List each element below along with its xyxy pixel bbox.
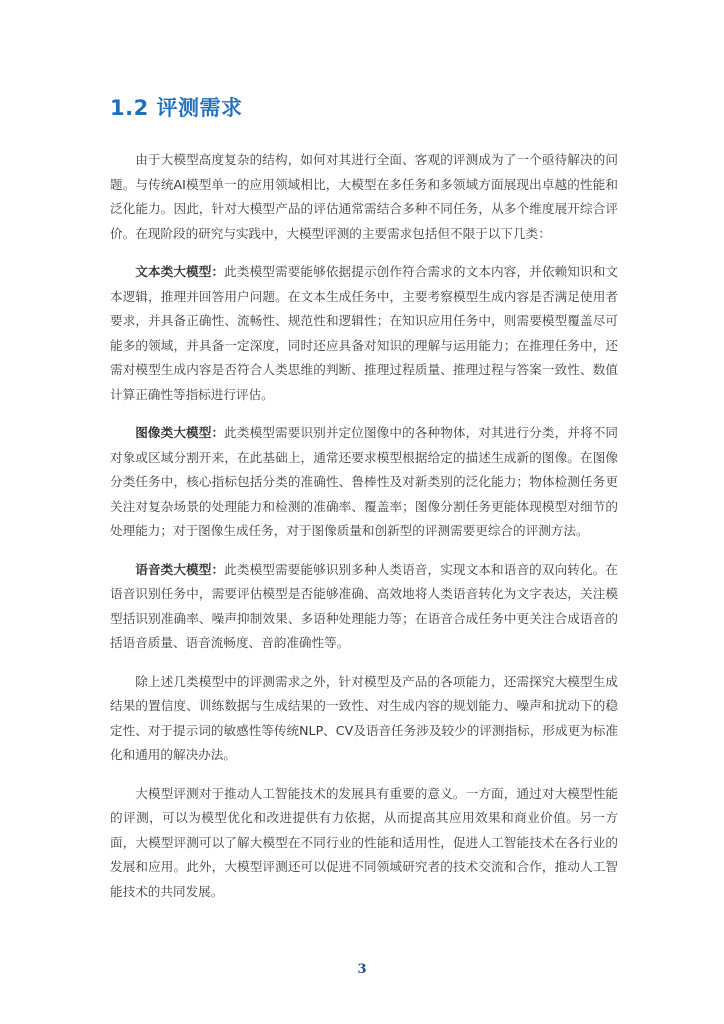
paragraph-text: 大模型评测对于推动人工智能技术的发展具有重要的意义。一方面，通过对大模型性能的评测，可以为模型优化和改进提供有力依据，从而提高其应用效果和商业价值。另一方面，大模型评测可以了解大模型在不同行业的性能和适用性，促进人工智能技术在各行业的发展和应用。此外，大模型评测还可以促进不同领域研究者的技术交流和合作，推动人工智能技术的共同发展。 [110,785,618,899]
paragraph-speech-models [110,558,618,656]
paragraph-lead: 图像类大模型： [135,425,225,440]
paragraph-text: 由于大模型高度复杂的结构，如何对其进行全面、客观的评测成为了一个亟待解决的问题。与传统AI模型单一的应用领域相比，大模型在多任务和多领域方面展现出卓越的性能和泛化能力。因此，针对大模型产品的评估通常需结合多种不同任务，从多个维度展开综合评价。在现阶段的研究与实践中，大模型评测的主要需求包括但不限于以下几类： [110,152,618,241]
paragraph-text: 此类模型需要能够依据提示创作符合需求的文本内容，并依赖知识和文本逻辑，推理并回答用户问题。在文本生成任务中，主要考察模型生成内容是否满足使用者要求，并具备正确性、流畅性、规范性和逻辑性；在知识应用任务中，则需要模型覆盖尽可能多的领域，并具备一定深度，同时还应具备对知识的理解与运用能力；在推理任务中，还需对模型生成内容是否符合人类思维的判断、推理过程质量、推理过程与答案一致性、数值计算正确性等指标进行评估。 [110,264,619,402]
page-number: 3 [357,962,367,977]
paragraph-image-models [110,421,618,544]
paragraph-significance [110,782,618,905]
paragraph-text: 此类模型需要能够识别多种人类语音，实现文本和语音的双向转化。在语音识别任务中，需要评估模型是否能够准确、高效地将人类语音转化为文字表达，关注模型括识别准确率、噪声抑制效果、多语种处理能力等；在语音合成任务中更关注合成语音的括语音质量、语音流畅度、音韵准确性等。 [110,561,619,650]
paragraph-other-needs [110,670,618,768]
body-text [110,148,618,918]
paragraph-text: 除上述几类模型中的评测需求之外，针对模型及产品的各项能力，还需探究大模型生成结果的置信度、训练数据与生成结果的一致性、对生成内容的规划能力、噪声和扰动下的稳定性、对于提示词的敏感性等传统NLP、CV及语音任务涉及较少的评测指标，形成更为标准化和通用的解决办法。 [110,673,618,762]
paragraph-text-models [110,260,618,407]
paragraph-intro [110,148,618,246]
paragraph-lead: 语音类大模型： [135,561,225,577]
paragraph-lead: 文本类大模型： [135,264,225,279]
paragraph-text: 此类模型需要识别并定位图像中的各种物体，对其进行分类，并将不同对象或区域分割开来，在此基础上，通常还要求模型根据给定的描述生成新的图像。在图像分类任务中，核心指标包括分类的准确性、鲁棒性及对新类别的泛化能力；物体检测任务更关注对复杂场景的处理能力和检测的准确率、覆盖率；图像分割任务更能体现模型对细节的处理能力；对于图像生成任务，对于图像质量和创新型的评测需要更综合的评测方法。 [110,425,619,538]
section-heading: 1.2 评测需求 [110,96,243,120]
